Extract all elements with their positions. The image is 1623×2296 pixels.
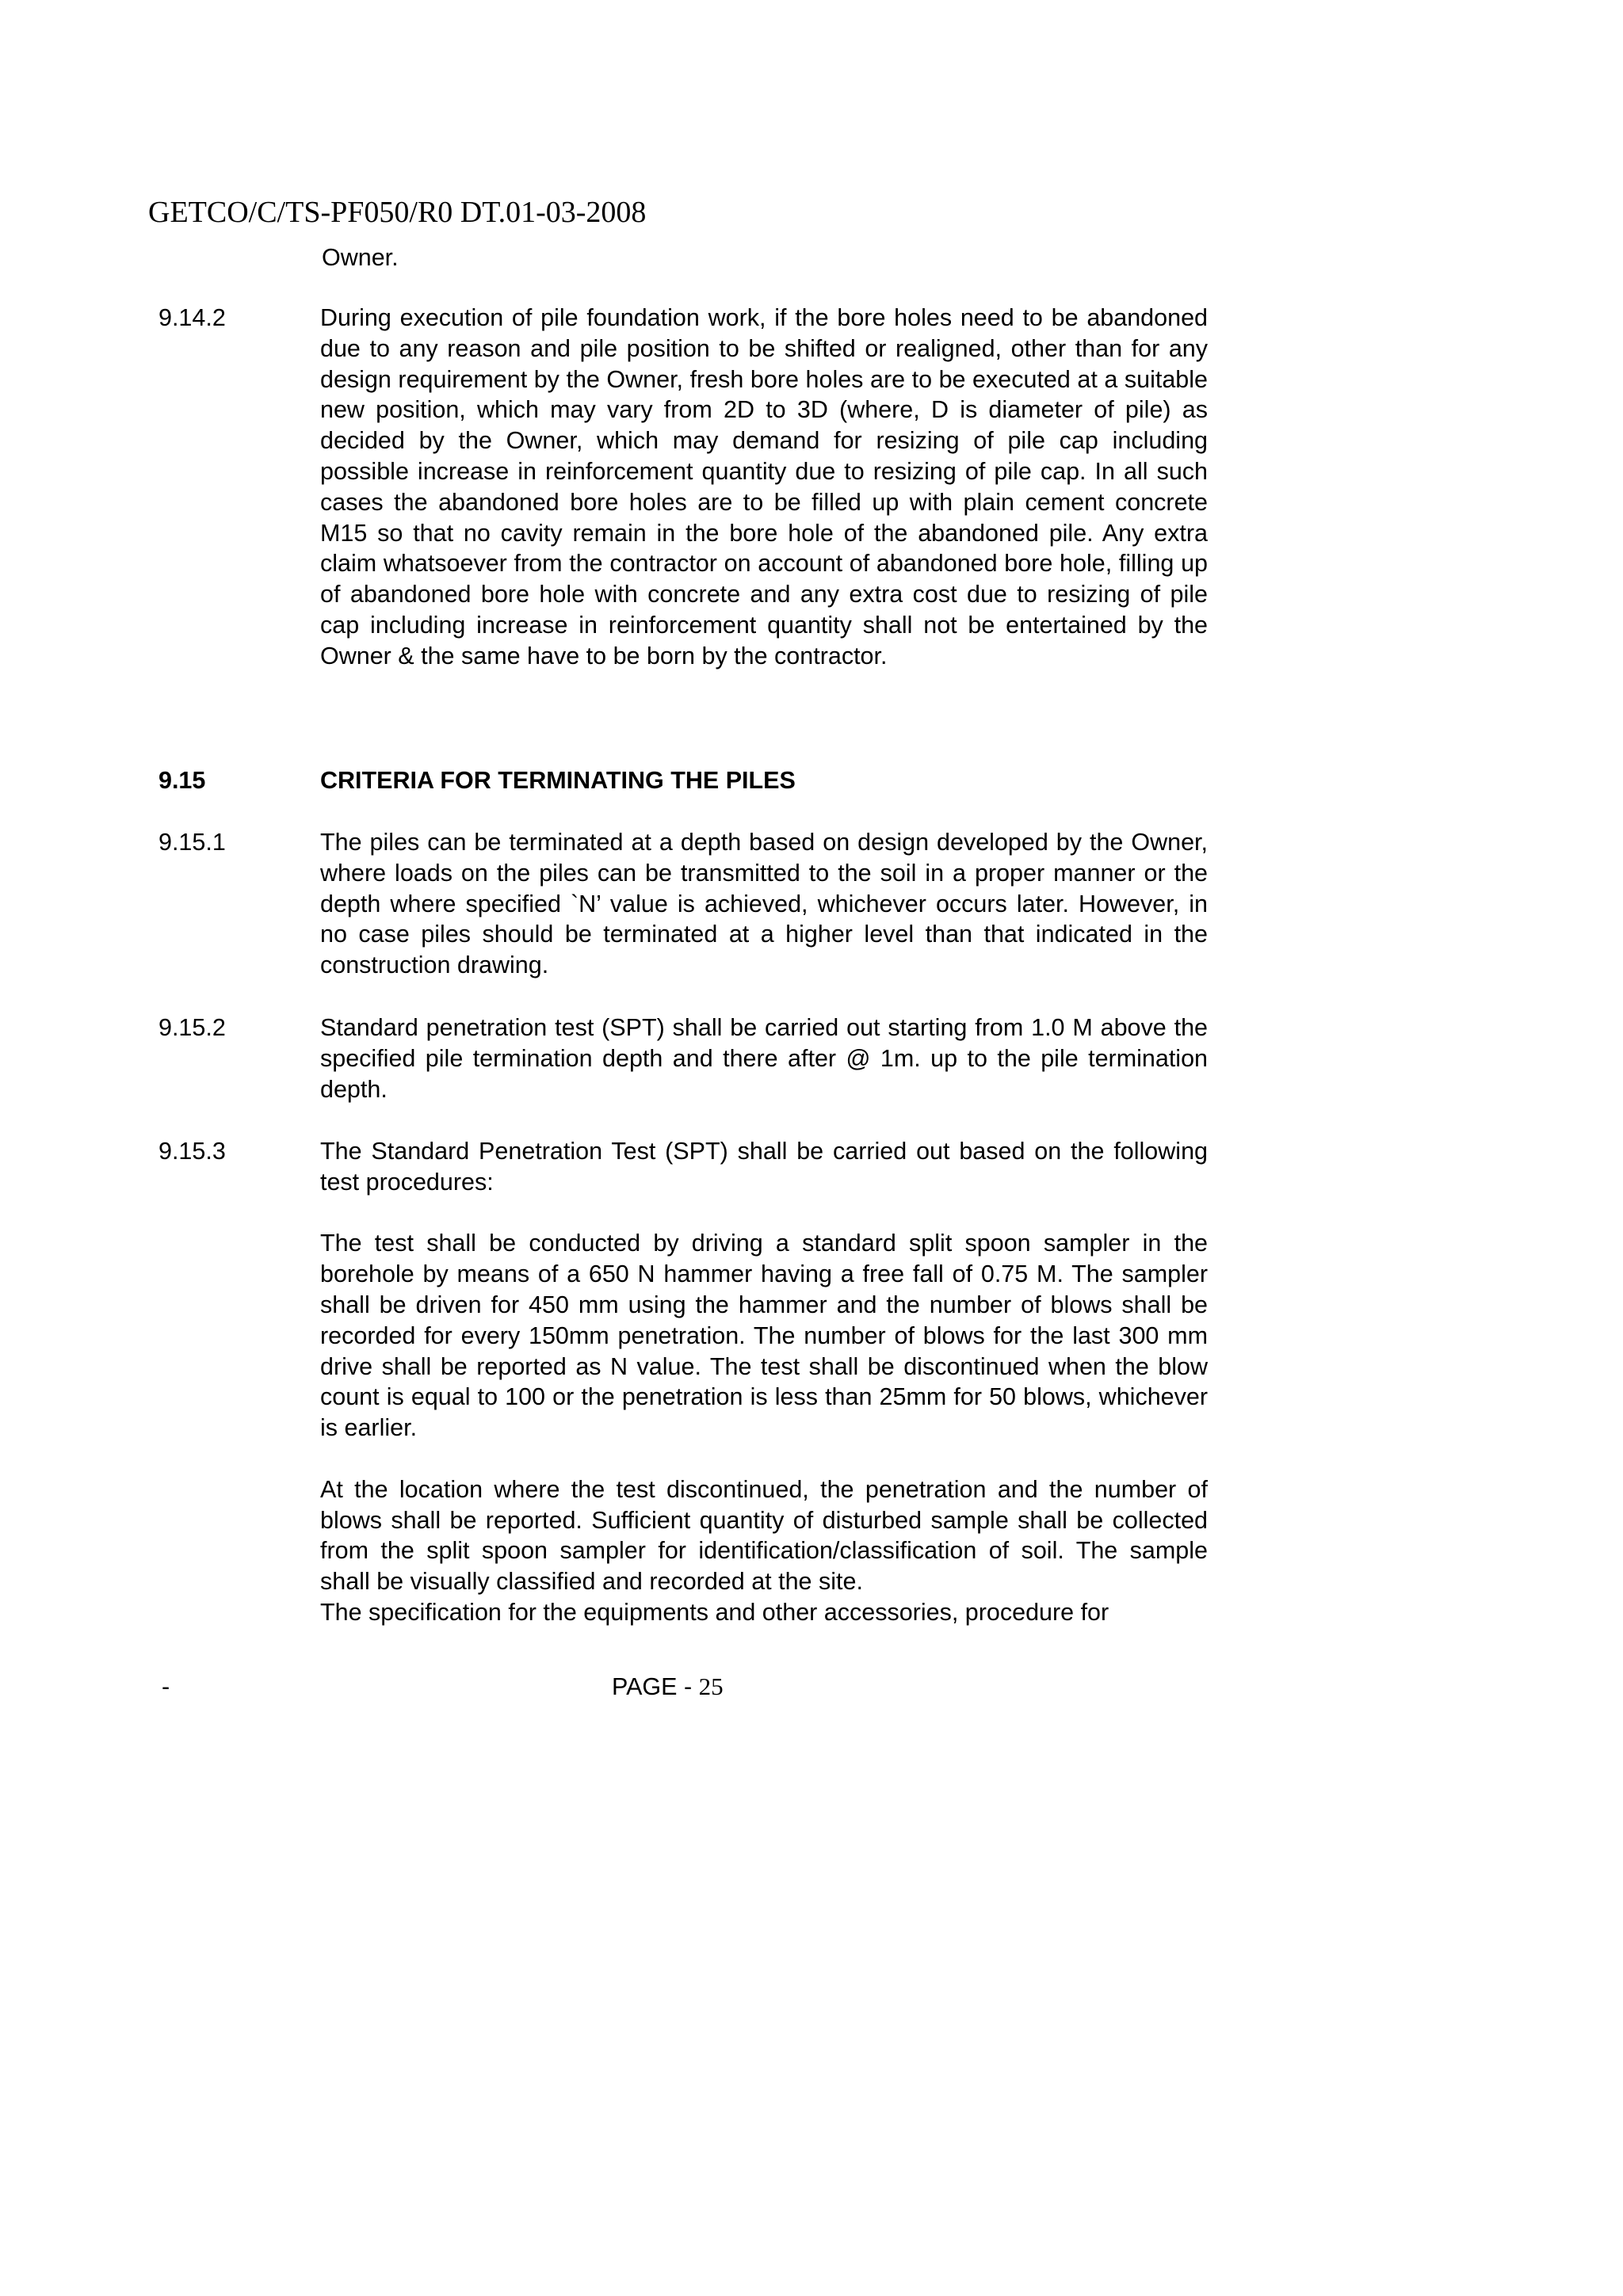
section-number: 9.15.2 — [158, 1014, 226, 1041]
section-paragraph: Standard penetration test (SPT) shall be carried out starting from 1.0 M above the specified pile termination depth and there after @ 1m. up to the pile termination depth. — [320, 1014, 1208, 1103]
section-paragraph: The Standard Penetration Test (SPT) shall be carried out based on the following test procedures: — [320, 1138, 1208, 1196]
section-body — [320, 303, 1208, 672]
section-title: CRITERIA FOR TERMINATING THE PILES — [320, 767, 796, 794]
section-number: 9.15.1 — [158, 829, 226, 856]
page-number: 25 — [698, 1672, 724, 1700]
document-reference-header: GETCO/C/TS-PF050/R0 DT.01-03-2008 — [148, 196, 647, 229]
section-paragraph: The specification for the equipments and other accessories, procedure for — [320, 1598, 1109, 1626]
footer-dash: - — [162, 1673, 170, 1700]
section-body — [320, 827, 1208, 981]
section-body — [320, 1013, 1208, 1104]
section-paragraph: At the location where the test discontinued, the penetration and the number of blows shall be reported. Sufficient quantity of disturbed sample shall be collected from the split spoon sampler for identification/classification of soil. The sample shall be visually classified and recorded at the site. — [320, 1475, 1208, 1596]
carried-over-text: Owner. — [322, 244, 399, 271]
section-body — [320, 1136, 1208, 1628]
section-number: 9.15 — [158, 767, 206, 794]
section-number: 9.14.2 — [158, 304, 226, 331]
page-label: PAGE - — [612, 1673, 699, 1700]
section-paragraph: During execution of pile foundation work, if the bore holes need to be abandoned due to any reason and pile position to be shifted or realigned, other than for any design requirement by the Owner, fresh bore holes are to be executed at a suitable new position, which may vary from 2D to 3D (where, D is diameter of pile) as decided by the Owner, which may demand for resizing of pile cap including possible increase in reinforcement quantity due to resizing of pile cap. In all such cases the abandoned bore holes are to be filled up with plain cement concrete M15 so that no cavity remain in the bore hole of the abandoned pile. Any extra claim whatsoever from the contractor on account of abandoned bore hole, filling up of abandoned bore hole with concrete and any extra cost due to resizing of pile cap including increase in reinforcement quantity shall not be entertained by the Owner & the same have to be born by the contractor. — [320, 304, 1208, 669]
section-paragraph: The piles can be terminated at a depth based on design developed by the Owner, where loads on the piles can be transmitted to the soil in a proper manner or the depth where specified `N’ value is achieved, whichever occurs later. However, in no case piles should be terminated at a higher level than that indicated in the construction drawing. — [320, 829, 1208, 979]
section-number: 9.15.3 — [158, 1138, 226, 1165]
page-number-footer — [612, 1672, 724, 1703]
section-paragraph: The test shall be conducted by driving a standard split spoon sampler in the borehole by means of a 650 N hammer having a free fall of 0.75 M. The sampler shall be driven for 450 mm using the hammer and the number of blows shall be recorded for every 150mm penetration. The number of blows for the last 300 mm drive shall be reported as N value. The test shall be discontinued when the blow count is equal to 100 or the penetration is less than 25mm for 50 blows, whichever is earlier. — [320, 1230, 1208, 1442]
